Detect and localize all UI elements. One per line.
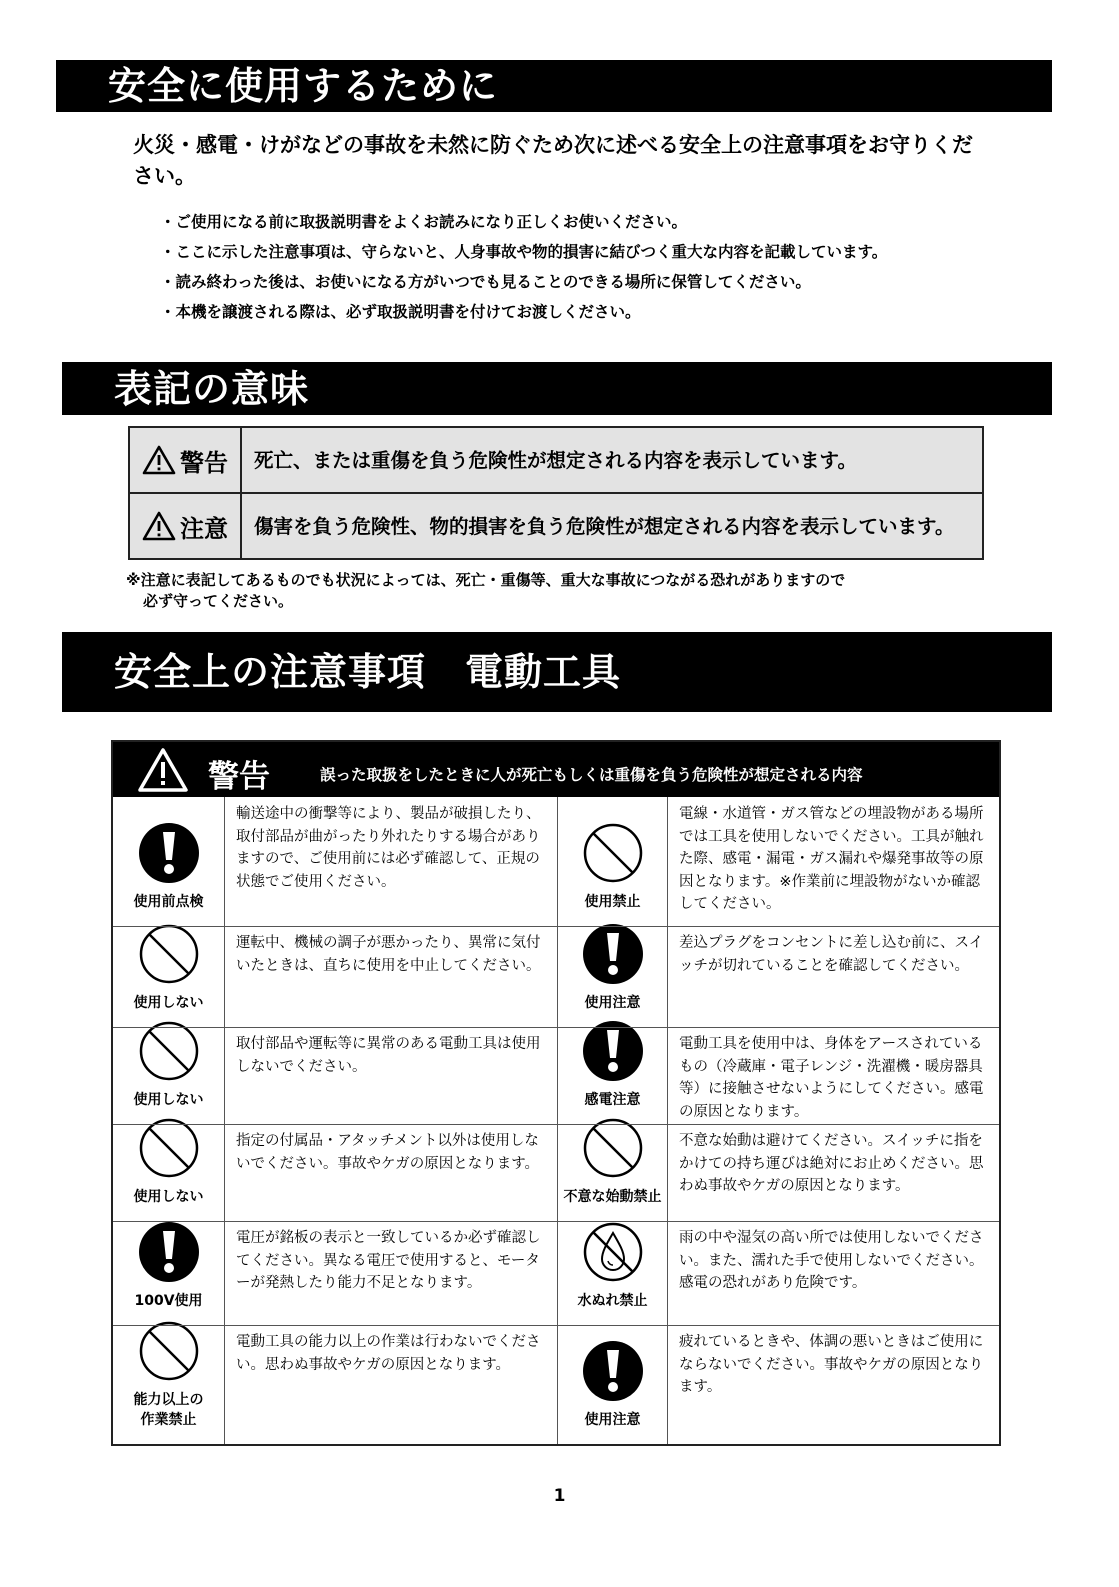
bullet-list: [160, 207, 887, 327]
row-divider: [113, 1027, 999, 1028]
warning-triangle-icon: [137, 747, 189, 793]
bullet-item: ・本機を譲渡される際は、必ず取扱説明書を付けてお渡しください。: [160, 303, 641, 321]
exclamation-icon-graphic: [582, 923, 644, 985]
bullet-item: ・読み終わった後は、お使いになる方がいつでも見ることのできる場所に保管してください。: [160, 273, 811, 291]
prohibition-icon: [582, 822, 644, 892]
warning-text: 雨の中や湿気の高い所では使用しないでください。また、濡れた手で使用しないでください。感電の恐れがあり危険です。: [679, 1230, 984, 1291]
icon-caption: 使用しない: [133, 995, 204, 1011]
legend-table: [128, 426, 984, 560]
row-divider: [113, 1124, 999, 1125]
section-title: 安全に使用するために: [108, 64, 499, 108]
water-prohibition-icon-graphic: [582, 1221, 644, 1283]
warning-table: [111, 740, 1001, 1446]
note-line: 必ず守ってください。: [143, 592, 294, 610]
warning-text: 不意な始動は避けてください。スイッチに指をかけての持ち運びは絶対にお止めください。思わぬ事故やケガの原因となります。: [679, 1133, 984, 1194]
exclamation-icon-graphic: [138, 1221, 200, 1283]
icon-cell: [558, 1325, 668, 1444]
prohibition-icon-graphic: [138, 1320, 200, 1382]
warning-text: 電圧が銘板の表示と一致しているか必ず確認してください。異なる電圧で使用すると、モーターが発熱したり能力不足となります。: [236, 1230, 541, 1291]
warning-text: 指定の付属品・アタッチメント以外は使用しないでください。事故やケガの原因となります。: [236, 1133, 540, 1172]
bullet-item: ・ここに示した注意事項は、守らないと、人身事故や物的損害に結びつく重大な内容を記載しています。: [160, 243, 888, 261]
warning-text: 輸送途中の衝撃等により、製品が破損したり、取付部品が曲がったり外れたりする場合がありますので、ご使用前には必ず確認して、正規の状態でご使用ください。: [236, 806, 541, 890]
legend-label: 警告: [180, 448, 228, 477]
prohibition-icon: [138, 923, 200, 993]
row-divider: [113, 1325, 999, 1326]
warning-text: 運転中、機械の調子が悪かったり、異常に気付いたときは、直ちに使用を中止してください。: [236, 935, 541, 974]
icon-caption: 使用前点検: [133, 894, 204, 910]
warning-text: 電線・水道管・ガス管などの埋設物がある場所では工具を使用しないでください。工具が触れた際、感電・漏電・ガス漏れや爆発事故等の原因となります。※作業前に埋設物がないか確認してください。: [679, 806, 984, 912]
legend-row-warning: [130, 428, 982, 494]
page-number: 1: [553, 1486, 566, 1506]
legend-text: 死亡、または重傷を負う危険性が想定される内容を表示しています。: [254, 448, 857, 472]
lead-paragraph: 火災・感電・けがなどの事故を未然に防ぐため次に述べる安全上の注意事項をお守りください。: [133, 133, 973, 188]
prohibition-icon-graphic: [582, 1117, 644, 1179]
water-prohibition-icon: [582, 1221, 644, 1291]
row-divider: [113, 1221, 999, 1222]
section-title-bar: [62, 362, 1052, 415]
prohibition-icon: [138, 1020, 200, 1090]
icon-cell: [113, 1124, 225, 1221]
legend-label-cell: [130, 428, 242, 492]
icon-caption: 不意な始動禁止: [563, 1189, 662, 1205]
warning-text: 電動工具を使用中は、身体をアースされているもの（冷蔵庫・電子レンジ・洗濯機・暖房器具等）に接触させないようにしてください。感電の原因となります。: [679, 1036, 984, 1120]
note-line: ※注意に表記してあるものでも状況によっては、死亡・重傷等、重大な事故につながる恐れがありますので: [126, 571, 846, 589]
icon-caption: 100V使用: [134, 1293, 203, 1309]
icon-caption: 能力以上の作業禁止: [133, 1392, 204, 1428]
warning-text: 取付部品や運転等に異常のある電動工具は使用しないでください。: [236, 1036, 541, 1075]
warning-header: [113, 742, 999, 797]
warning-triangle-icon: [142, 445, 176, 475]
warning-text: 差込プラグをコンセントに差し込む前に、スイッチが切れていることを確認してください。: [679, 935, 984, 974]
icon-caption: 使用しない: [133, 1092, 204, 1108]
warning-triangle-icon: [142, 511, 176, 541]
exclamation-icon: [582, 923, 644, 993]
icon-caption: 使用禁止: [584, 894, 641, 910]
legend-row-caution: [130, 494, 982, 558]
exclamation-icon: [582, 1020, 644, 1090]
row-divider: [113, 926, 999, 927]
icon-caption: 水ぬれ禁止: [577, 1293, 648, 1309]
section-title: 安全上の注意事項 電動工具: [114, 650, 622, 694]
icon-cell: [113, 797, 225, 926]
exclamation-icon-graphic: [582, 1340, 644, 1402]
section-title-bar: [62, 632, 1052, 712]
icon-cell: [558, 1124, 668, 1221]
bullet-item: ・ご使用になる前に取扱説明書をよくお読みになり正しくお使いください。: [160, 213, 688, 231]
icon-cell: [558, 1221, 668, 1325]
legend-label: 注意: [180, 514, 228, 543]
prohibition-icon: [138, 1117, 200, 1187]
warning-description: 誤った取扱をしたときに人が死亡もしくは重傷を負う危険性が想定される内容: [320, 766, 863, 784]
prohibition-icon-graphic: [138, 1020, 200, 1082]
icon-cell: [558, 1027, 668, 1124]
prohibition-icon-graphic: [138, 923, 200, 985]
section-title: 表記の意味: [114, 366, 310, 411]
icon-cell: [113, 1221, 225, 1325]
prohibition-icon: [138, 1320, 200, 1390]
icon-cell: [558, 797, 668, 926]
prohibition-icon-graphic: [582, 822, 644, 884]
icon-caption: 使用注意: [584, 995, 641, 1011]
prohibition-icon-graphic: [138, 1117, 200, 1179]
exclamation-icon: [582, 1340, 644, 1410]
exclamation-icon-graphic: [138, 822, 200, 884]
exclamation-icon: [138, 1221, 200, 1291]
exclamation-icon-graphic: [582, 1020, 644, 1082]
caution-note: [126, 570, 845, 612]
warning-text: 電動工具の能力以上の作業は行わないでください。思わぬ事故やケガの原因となります。: [236, 1334, 541, 1373]
legend-label-cell: [130, 494, 242, 558]
icon-cell: [113, 1325, 225, 1444]
section-title-bar: [56, 60, 1052, 112]
legend-text: 傷害を負う危険性、物的損害を負う危険性が想定される内容を表示しています。: [254, 514, 955, 538]
icon-cell: [113, 926, 225, 1027]
icon-caption: 使用しない: [133, 1189, 204, 1205]
warning-text: 疲れているときや、体調の悪いときはご使用にならないでください。事故やケガの原因となります。: [679, 1334, 984, 1395]
prohibition-icon: [582, 1117, 644, 1187]
icon-caption: 感電注意: [584, 1092, 641, 1108]
icon-caption: 使用注意: [584, 1412, 641, 1428]
icon-cell: [558, 926, 668, 1027]
exclamation-icon: [138, 822, 200, 892]
warning-label: 警告: [208, 759, 270, 795]
icon-cell: [113, 1027, 225, 1124]
